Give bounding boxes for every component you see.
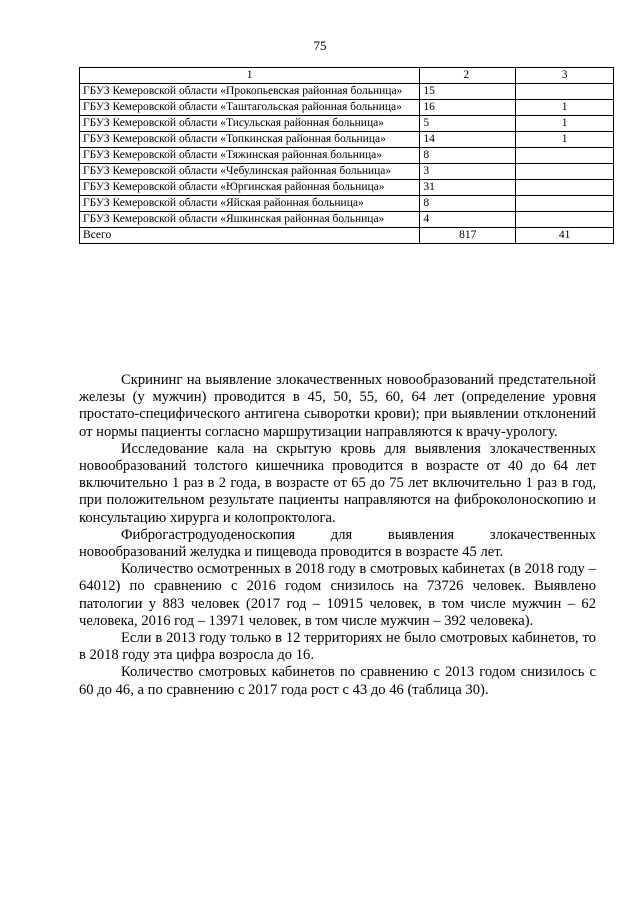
value-cell: [516, 148, 614, 164]
hospital-name-cell: ГБУЗ Кемеровской области «Чебулинская районная больница»: [80, 164, 420, 180]
header-cell: 1: [80, 68, 420, 84]
table-header-row: [80, 68, 614, 84]
paragraph: Если в 2013 году только в 12 территориях не было смотровых кабинетов, то в 2018 году эта цифра возросла до 16.: [79, 630, 596, 664]
hospital-name-cell: ГБУЗ Кемеровской области «Прокопьевская районная больница»: [80, 84, 420, 100]
table-total-row: [80, 228, 614, 244]
value-cell: 15: [420, 84, 516, 100]
table-row: [80, 164, 614, 180]
value-cell: 3: [420, 164, 516, 180]
value-cell: 14: [420, 132, 516, 148]
value-cell: [516, 212, 614, 228]
paragraph: Количество смотровых кабинетов по сравнению с 2013 годом снизилось с 60 до 46, а по сравнению с 2017 года рост с 43 до 46 (таблица 30).: [79, 664, 596, 698]
total-value-cell: 817: [420, 228, 516, 244]
value-cell: [516, 84, 614, 100]
hospital-name-cell: ГБУЗ Кемеровской области «Тяжинская районная больница»: [80, 148, 420, 164]
table-row: [80, 180, 614, 196]
table-row: [80, 212, 614, 228]
value-cell: 5: [420, 116, 516, 132]
value-cell: [516, 196, 614, 212]
hospital-name-cell: ГБУЗ Кемеровской области «Юргинская районная больница»: [80, 180, 420, 196]
paragraph: Количество осмотренных в 2018 году в смотровых кабинетах (в 2018 году – 64012) по сравнению с 2016 годом снизилось на 73726 человек. Выявлено патологии у 883 человек (2017 год – 10915 человек, в том числе мужчин – 62 человека, 2016 год – 13971 человек, в том числе мужчин – 392 человека).: [79, 561, 596, 629]
value-cell: 8: [420, 148, 516, 164]
paragraph: Фиброгастродуоденоскопия для выявления злокачественных новообразований желудка и пищевода проводится в возрасте 45 лет.: [79, 526, 596, 561]
hospital-name-cell: ГБУЗ Кемеровской области «Яшкинская районная больница»: [80, 212, 420, 228]
statistics-table: [79, 67, 614, 244]
value-cell: 4: [420, 212, 516, 228]
table-row: [80, 148, 614, 164]
value-cell: 16: [420, 100, 516, 116]
page-number: 75: [313, 38, 327, 53]
paragraph: Скрининг на выявление злокачественных новообразований предстательной железы (у мужчин) проводится в 45, 50, 55, 60, 64 лет (определение уровня простато-специфического антигена сыворотки крови); при выявлении отклонений от нормы пациенты согласно маршрутизации направляются к врачу-урологу.: [79, 372, 596, 440]
table-row: [80, 84, 614, 100]
body-text: [79, 372, 596, 699]
table-row: [80, 116, 614, 132]
table-row: [80, 196, 614, 212]
hospital-name-cell: ГБУЗ Кемеровской области «Яйская районная больница»: [80, 196, 420, 212]
table-row: [80, 132, 614, 148]
value-cell: 8: [420, 196, 516, 212]
hospital-name-cell: ГБУЗ Кемеровской области «Таштагольская районная больница»: [80, 100, 420, 116]
value-cell: 1: [516, 100, 614, 116]
value-cell: 1: [516, 116, 614, 132]
total-label-cell: Всего: [80, 228, 420, 244]
hospital-name-cell: ГБУЗ Кемеровской области «Тисульская районная больница»: [80, 116, 420, 132]
hospital-name-cell: ГБУЗ Кемеровской области «Топкинская районная больница»: [80, 132, 420, 148]
header-cell: 3: [516, 68, 614, 84]
value-cell: 31: [420, 180, 516, 196]
value-cell: [516, 180, 614, 196]
header-cell: 2: [420, 68, 516, 84]
table-row: [80, 100, 614, 116]
total-value-cell: 41: [516, 228, 614, 244]
value-cell: 1: [516, 132, 614, 148]
value-cell: [516, 164, 614, 180]
paragraph: Исследование кала на скрытую кровь для выявления злокачественных новообразований толстого кишечника проводится в возрасте от 40 до 64 лет включительно 1 раз в 2 года, в возрасте от 65 до 75 лет включительно 1 раз в год, при положительном результате пациенты направляются на фиброколоноскопию и консультацию хирурга и колопроктолога.: [79, 440, 596, 526]
